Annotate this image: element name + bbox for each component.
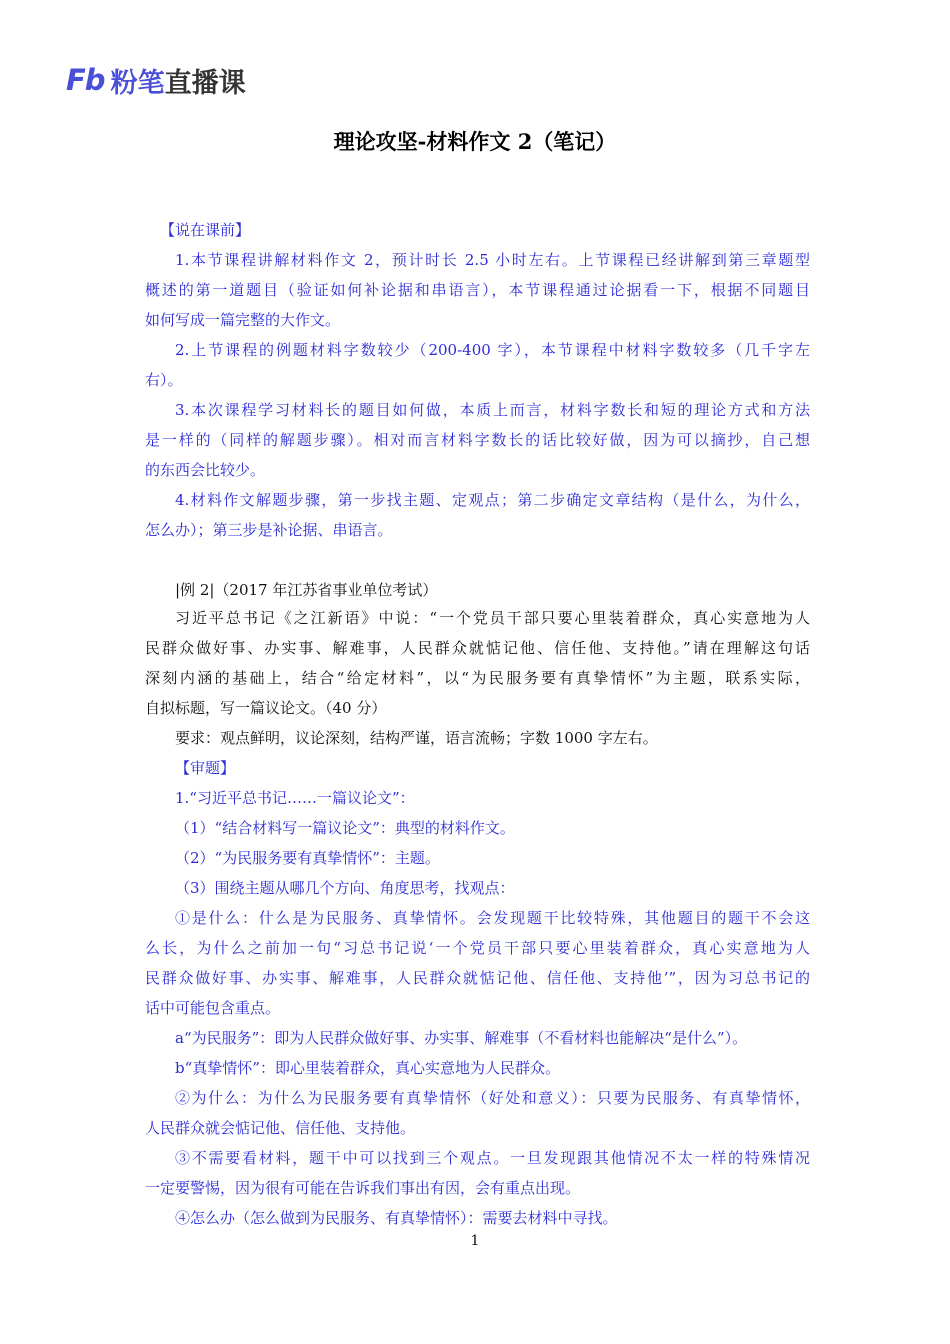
text-line: a“为民服务”：即为人民群众做好事、办实事、解难事（不看材料也能解决“是什么”）。: [175, 1029, 748, 1047]
text-line: 1.“习近平总书记……一篇议论文”：: [175, 789, 415, 807]
logo-mark: Fb: [66, 63, 105, 97]
text-line: 【审题】: [175, 759, 236, 777]
text-line: 民群众做好事、办实事、解难事，人民群众就惦记他、信任他、支持他’”，因为习总书记的: [145, 969, 810, 987]
text-line: 如何写成一篇完整的大作文。: [145, 311, 341, 329]
text-line: ③不需要看材料，题干中可以找到三个观点。一旦发现跟其他情况不太一样的特殊情况: [175, 1149, 810, 1167]
text-line: 2.上节课程的例题材料字数较少（200-400 字），本节课程中材料字数较多（几千字左: [175, 341, 810, 359]
text-line: （1）“结合材料写一篇议论文”：典型的材料作文。: [175, 819, 515, 837]
logo-text: [111, 61, 246, 100]
text-line: 是一样的（同样的解题步骤）。相对而言材料字数长的话比较好做，因为可以摘抄，自己想: [145, 431, 810, 449]
text-line: 人民群众就会惦记他、信任他、支持他。: [145, 1119, 416, 1137]
text-line: 4.材料作文解题步骤，第一步找主题、定观点；第二步确定文章结构（是什么，为什么，: [175, 491, 810, 509]
logo-suffix: 直播课: [164, 67, 246, 99]
text-line: b“真挚情怀”：即心里装着群众，真心实意地为人民群众。: [175, 1059, 560, 1077]
text-line: 话中可能包含重点。: [145, 999, 281, 1017]
text-line: 【说在课前】: [160, 221, 251, 239]
text-line: 右）。: [145, 371, 183, 389]
text-line: 么长，为什么之前加一句“习总书记说‘一个党员干部只要心里装着群众，真心实意地为人: [145, 939, 810, 957]
text-line: 要求：观点鲜明，议论深刻，结构严谨，语言流畅；字数 1000 字左右。: [175, 729, 658, 747]
text-line: ②为什么：为什么为民服务要有真挚情怀（好处和意义）：只要为民服务、有真挚情怀，: [175, 1089, 810, 1107]
text-line: 怎么办）；第三步是补论据、串语言。: [145, 521, 393, 539]
text-line: |例 2|（2017 年江苏省事业单位考试）: [175, 581, 438, 599]
text-line: ④怎么办（怎么做到为民服务、有真挚情怀）：需要去材料中寻找。: [175, 1209, 618, 1227]
text-line: （2）“为民服务要有真挚情怀”：主题。: [175, 849, 440, 867]
text-line: 深刻内涵的基础上，结合“给定材料”，以“为民服务要有真挚情怀”为主题，联系实际，: [145, 669, 810, 687]
text-line: 3.本次课程学习材料长的题目如何做，本质上而言，材料字数长和短的理论方式和方法: [175, 401, 810, 419]
document-title: 理论攻坚-材料作文 2（笔记）: [333, 129, 617, 154]
text-line: ①是什么：什么是为民服务、真挚情怀。会发现题干比较特殊，其他题目的题干不会这: [175, 909, 810, 927]
text-line: 1.本节课程讲解材料作文 2，预计时长 2.5 小时左右。上节课程已经讲解到第三章题型: [175, 251, 810, 269]
text-line: 习近平总书记《之江新语》中说：“一个党员干部只要心里装着群众，真心实意地为人: [175, 609, 810, 627]
logo-brand: 粉笔: [110, 67, 165, 99]
text-line: 一定要警惕，因为很有可能在告诉我们事出有因，会有重点出现。: [145, 1179, 581, 1197]
logo: [66, 60, 246, 100]
page-number: 1: [470, 1233, 480, 1249]
text-line: （3）围绕主题从哪几个方向、角度思考，找观点：: [175, 879, 515, 897]
text-line: 概述的第一道题目（验证如何补论据和串语言），本节课程通过论据看一下，根据不同题目: [145, 281, 810, 299]
text-line: 自拟标题，写一篇议论文。（40 分）: [145, 699, 387, 717]
text-line: 的东西会比较少。: [145, 461, 266, 479]
text-line: 民群众做好事、办实事、解难事，人民群众就惦记他、信任他、支持他。”请在理解这句话: [145, 639, 810, 657]
